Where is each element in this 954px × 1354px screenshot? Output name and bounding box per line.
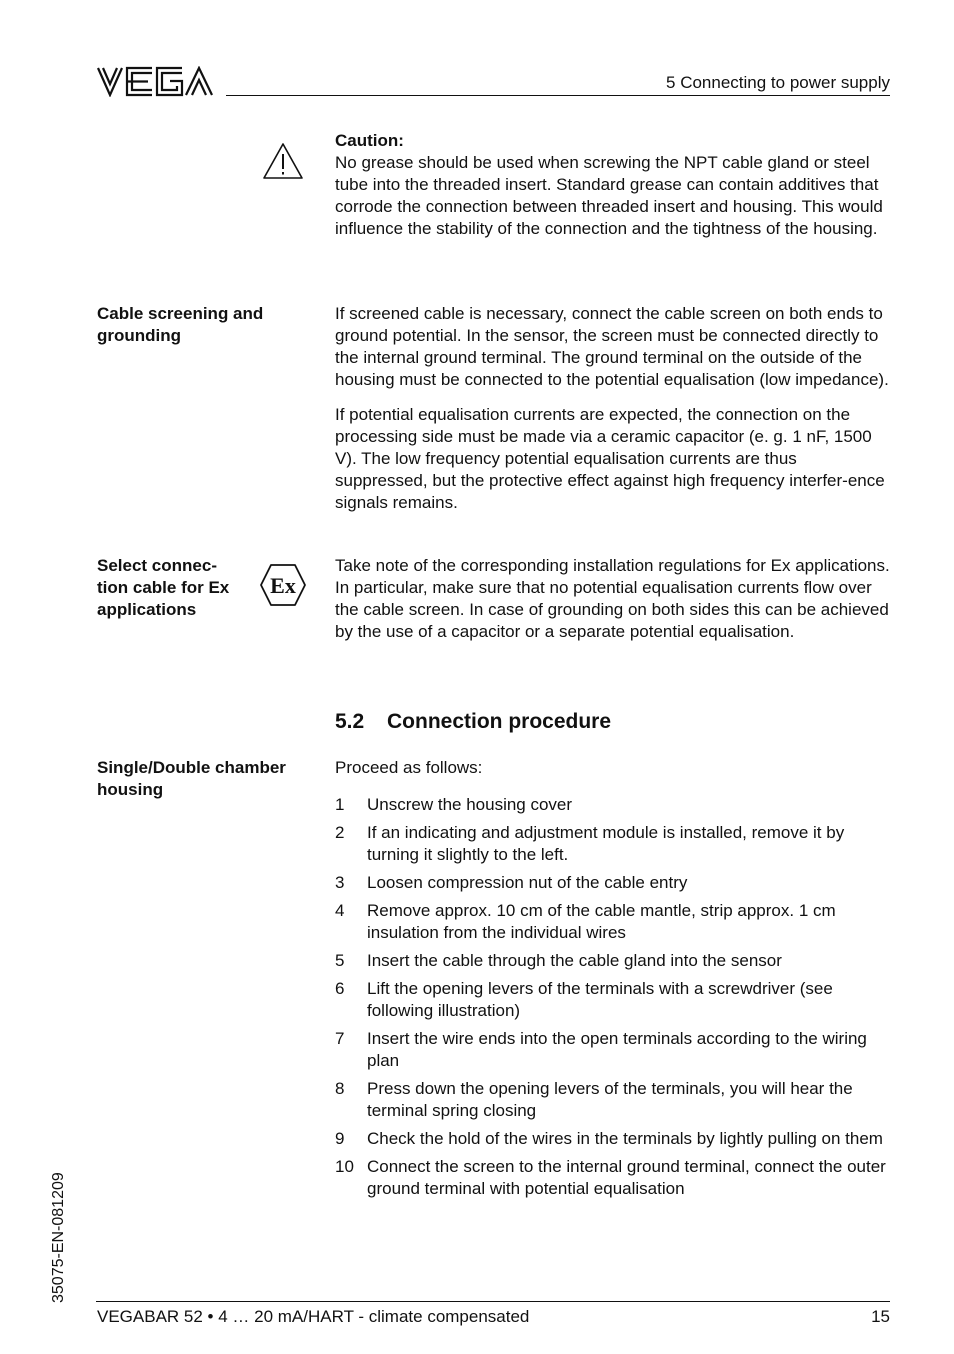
step-number: 8 xyxy=(335,1079,345,1098)
vega-logo xyxy=(96,66,214,97)
ex-label: Select connec-tion cable for Ex applications xyxy=(97,556,230,619)
procedure-label: Single/Double chamber housing xyxy=(97,758,286,799)
step-text: Remove approx. 10 cm of the cable mantle, strip approx. 1 cm insulation from the individual wires xyxy=(367,901,836,942)
footer-title: VEGABAR 52 • 4 … 20 mA/HART - climate compensated xyxy=(97,1307,530,1326)
caution-title: Caution: xyxy=(335,131,404,150)
step-text: Loosen compression nut of the cable entry xyxy=(367,873,688,892)
step-number: 4 xyxy=(335,901,345,920)
header-rule xyxy=(226,95,890,96)
step-number: 5 xyxy=(335,951,345,970)
step-number: 3 xyxy=(335,873,345,892)
step-number: 10 xyxy=(335,1157,354,1176)
ex-protection-icon xyxy=(259,563,307,607)
list-item xyxy=(335,978,891,1022)
procedure-steps xyxy=(335,794,891,1200)
procedure-intro: Proceed as follows: xyxy=(335,758,483,777)
screening-body xyxy=(335,303,891,514)
list-item xyxy=(335,822,891,866)
list-item xyxy=(335,900,891,944)
step-number: 6 xyxy=(335,979,345,998)
side-document-number: 35075-EN-081209 xyxy=(50,1172,67,1303)
step-text: Insert the cable through the cable gland into the sensor xyxy=(367,951,782,970)
warning-triangle-icon xyxy=(262,142,304,180)
ex-body: Take note of the corresponding installation regulations for Ex applications. In particular, make sure that no potential equalisation currents flow over the cable screen. In case of grounding on both sides this can be achieved by the use of a capacitor or a separate potential equalisation. xyxy=(335,556,890,641)
section-number: 5.2 xyxy=(335,710,365,733)
section-heading xyxy=(335,709,611,735)
step-text: Lift the opening levers of the terminals with a screwdriver (see following illustration) xyxy=(367,979,833,1020)
caution-block xyxy=(335,130,891,240)
step-text: If an indicating and adjustment module is installed, remove it by turning it slightly to the left. xyxy=(367,823,845,864)
screening-paragraph-2: If potential equalisation currents are expected, the connection on the processing side must be made via a ceramic capacitor (e. g. 1 nF, 1500 V). The low frequency potential equalisation currents are thus suppressed, but the protective effect against high frequency interfer-ence signals remains. xyxy=(335,405,885,512)
list-item xyxy=(335,1028,891,1072)
screening-label: Cable screening and grounding xyxy=(97,304,264,345)
list-item xyxy=(335,1128,891,1150)
page-number: 15 xyxy=(871,1307,890,1326)
step-text: Connect the screen to the internal ground terminal, connect the outer ground terminal with potential equalisation xyxy=(367,1157,886,1198)
list-item xyxy=(335,872,891,894)
step-text: Check the hold of the wires in the terminals by lightly pulling on them xyxy=(367,1129,883,1148)
step-text: Press down the opening levers of the terminals, you will hear the terminal spring closing xyxy=(367,1079,853,1120)
section-title: Connection procedure xyxy=(387,710,612,733)
procedure-body xyxy=(335,757,891,1206)
step-text: Insert the wire ends into the open terminals according to the wiring plan xyxy=(367,1029,867,1070)
list-item xyxy=(335,794,891,816)
list-item xyxy=(335,1156,891,1200)
screening-paragraph-1: If screened cable is necessary, connect the cable screen on both ends to ground potential. In the sensor, the screen must be connected directly to the internal ground terminal. The ground terminal on the outside of the housing must be connected to the potential equalisation (low impedance). xyxy=(335,304,889,389)
list-item xyxy=(335,950,891,972)
list-item xyxy=(335,1078,891,1122)
caution-text: No grease should be used when screwing the NPT cable gland or steel tube into the threaded insert. Standard grease can contain additives that corrode the connection between threaded insert and housing. This would influence the stability of the connection and the tightness of the housing. xyxy=(335,153,883,238)
step-text: Unscrew the housing cover xyxy=(367,795,573,814)
step-number: 1 xyxy=(335,795,345,814)
svg-text:Ex: Ex xyxy=(270,573,296,598)
step-number: 9 xyxy=(335,1129,345,1148)
step-number: 2 xyxy=(335,823,345,842)
footer-rule xyxy=(96,1301,890,1302)
header-section-title: 5 Connecting to power supply xyxy=(666,73,890,92)
step-number: 7 xyxy=(335,1029,345,1048)
